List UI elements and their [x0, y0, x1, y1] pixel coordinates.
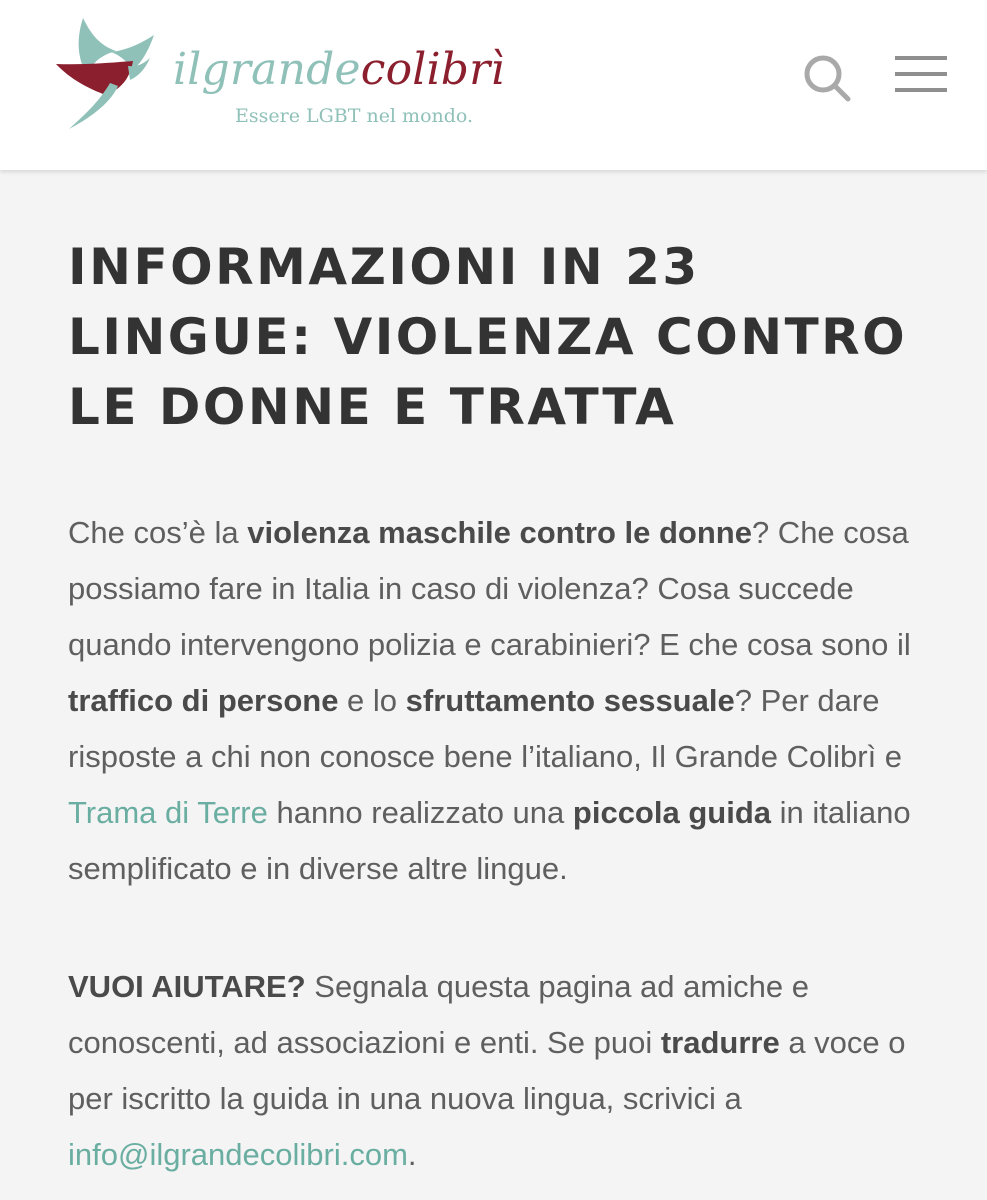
help-text-1: Segnala questa pagina ad amiche e conoscenti, ad associazioni e enti. Se puoi: [68, 969, 809, 1060]
menu-button[interactable]: [889, 50, 953, 102]
intro-text-1: Che cos’è la: [68, 515, 248, 550]
article-intro-paragraph: [68, 505, 918, 897]
intro-text-3: e lo: [338, 683, 406, 718]
help-bold-vuoi-aiutare: VUOI AIUTARE?: [68, 969, 306, 1004]
email-link[interactable]: info@ilgrandecolibri.com: [68, 1137, 408, 1172]
intro-text-4: ? Per dare risposte a chi non conosce bene l’italiano, Il Grande Colibrì e: [68, 683, 903, 774]
logo-wordmark: [173, 46, 505, 94]
help-text-2: a voce o per iscritto la guida in una nuova lingua, scrivici a: [68, 1025, 906, 1116]
site-header: [0, 0, 987, 170]
article-help-paragraph: [68, 959, 918, 1183]
article-content: [68, 232, 928, 1183]
search-icon: [799, 50, 855, 106]
hummingbird-icon: [55, 16, 165, 136]
intro-bold-piccola-guida: piccola guida: [572, 795, 772, 830]
logo-wordmark-colibri: colibrì: [360, 44, 505, 95]
site-logo-link[interactable]: [55, 16, 505, 136]
intro-text-6: in italiano semplificato e in diverse altre lingue.: [68, 795, 911, 886]
intro-bold-violenza: violenza maschile contro le donne: [247, 515, 752, 550]
logo-wordmark-il-grande: ilgrande: [173, 44, 361, 95]
intro-bold-traffico: traffico di persone: [68, 683, 339, 718]
search-button[interactable]: [799, 50, 855, 106]
trama-di-terre-link[interactable]: Trama di Terre: [68, 795, 268, 830]
help-bold-tradurre: tradurre: [660, 1025, 780, 1060]
intro-text-2: ? Che cosa possiamo fare in Italia in caso di violenza? Cosa succede quando intervengono polizia e carabinieri? E che cosa sono il: [68, 515, 911, 662]
intro-text-5: hanno realizzato una: [267, 795, 573, 830]
site-tagline: Essere LGBT nel mondo.: [235, 105, 474, 127]
hamburger-menu-icon: [889, 50, 953, 102]
intro-bold-sfruttamento: sfruttamento sessuale: [405, 683, 735, 718]
help-text-3: .: [407, 1137, 417, 1172]
article-title: INFORMAZIONI IN 23 LINGUE: VIOLENZA CONTRO LE DONNE E TRATTA: [68, 238, 908, 436]
